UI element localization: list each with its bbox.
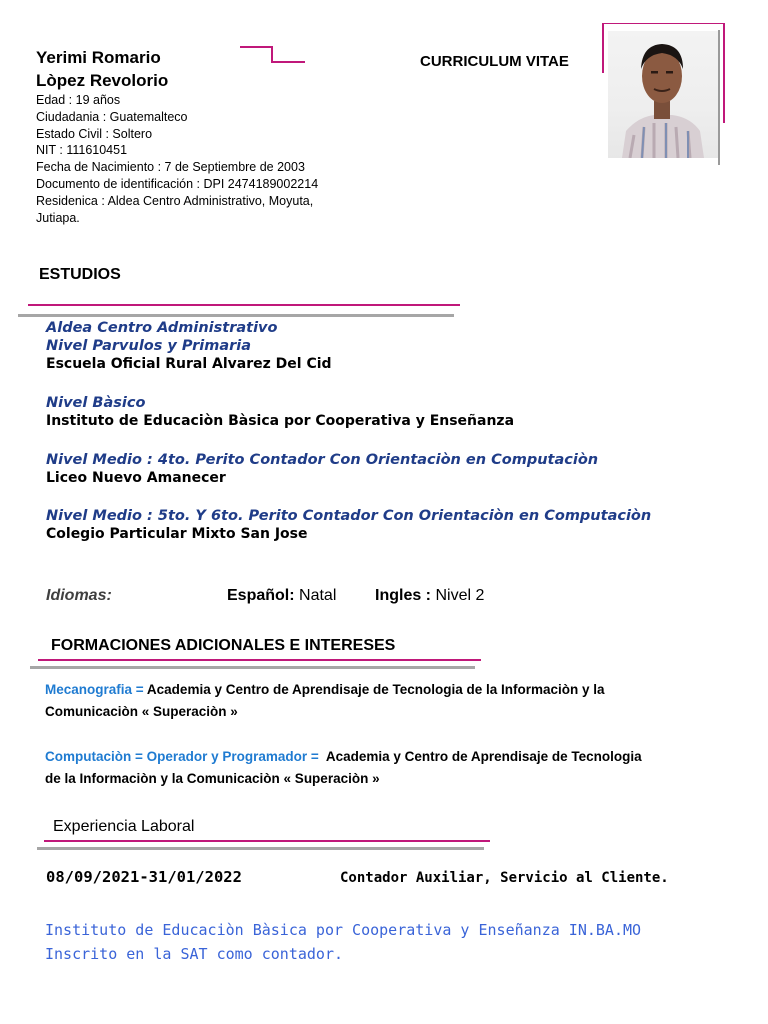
studies-rule-accent [28,304,460,306]
photo-frame-top [602,23,724,24]
photo-shadow [718,30,720,165]
experience-note: Inscrito en la SAT como contador. [45,945,344,963]
study-3-level: Nivel Medio : 4to. Perito Contador Con Orientaciòn en Computaciòn [46,452,599,468]
language-spanish-level: Natal [299,587,337,604]
study-4-school: Colegio Particular Mixto San Jose [46,526,308,542]
training-2-text-cont: de la Informaciòn y la Comunicaciòn « Superaciòn » [45,771,380,786]
language-spanish [227,587,336,605]
info-id-document: Documento de identificación : DPI 2474189002214 [36,176,319,191]
training-2-text: Academia y Centro de Aprendisaje de Tecnologia [325,749,642,764]
training-1-text: Academia y Centro de Aprendisaje de Tecnologia de la Informaciòn y la [146,682,605,697]
last-name: Lòpez Revolorio [36,71,169,90]
photo-frame-left [602,23,604,73]
info-age: Edad : 19 años [36,93,121,107]
study-entry-1 [46,319,332,373]
experience-place: Instituto de Educaciòn Bàsica por Cooperativa y Enseñanza IN.BA.MO [45,921,642,939]
info-citizenship: Ciudadania : Guatemalteco [36,109,188,124]
first-name: Yerimi Romario [36,48,161,67]
info-birthdate: Fecha de Nacimiento : 7 de Septiembre de 2003 [36,160,305,175]
language-english-name: Ingles : [375,587,432,604]
experience-heading: Experiencia Laboral [53,818,195,835]
training-item-1 [45,679,745,723]
study-2-level: Nivel Bàsico [46,395,146,411]
training-1-label: Mecanografia = [45,682,144,697]
study-2-school: Instituto de Educaciòn Bàsica por Cooperativa y Enseñanza [46,413,515,429]
cv-title: CURRICULUM VITAE [420,53,569,70]
language-spanish-name: Español: [227,587,295,604]
experience-role: Contador Auxiliar, Servicio al Cliente. [340,870,669,886]
info-civil-status: Estado Civil : Soltero [36,126,153,141]
personal-info [36,92,318,226]
study-3-school: Liceo Nuevo Amanecer [46,470,226,486]
info-residence: Residenica : Aldea Centro Administrativo, Moyuta, [36,193,314,208]
training-heading: FORMACIONES ADICIONALES E INTERESES [51,637,396,654]
language-english [375,587,484,605]
languages-label: Idiomas: [46,587,112,604]
experience-details [45,918,745,966]
header-accent-line-1 [240,46,272,48]
training-rule-accent [38,659,481,661]
experience-dates: 08/09/2021-31/01/2022 [46,868,242,886]
info-nit: NIT : 111610451 [36,143,128,158]
study-1-level-1: Aldea Centro Administrativo [46,320,278,336]
study-4-level: Nivel Medio : 5to. Y 6to. Perito Contador Con Orientaciòn en Computaciòn [46,508,652,524]
study-1-school: Escuela Oficial Rural Alvarez Del Cid [46,356,332,372]
info-residence-cont: Jutiapa. [36,210,80,225]
study-1-level-2: Nivel Parvulos y Primaria [46,338,252,354]
study-entry-3 [46,451,598,487]
language-english-level: Nivel 2 [435,587,485,604]
experience-rule [37,847,484,850]
header-accent-line-3 [271,61,305,63]
profile-photo [608,31,718,158]
training-item-2 [45,746,755,790]
photo-frame-right [723,23,725,123]
studies-rule [18,314,454,317]
studies-heading: ESTUDIOS [39,266,121,283]
study-entry-4 [46,507,651,543]
training-2-label: Computaciòn = Operador y Programador = [45,749,319,764]
training-1-text-cont: Comunicaciòn « Superaciòn » [45,704,238,719]
training-rule [30,666,475,669]
experience-rule-accent [44,840,490,842]
study-entry-2 [46,394,514,430]
header-accent-line-2 [271,46,273,62]
